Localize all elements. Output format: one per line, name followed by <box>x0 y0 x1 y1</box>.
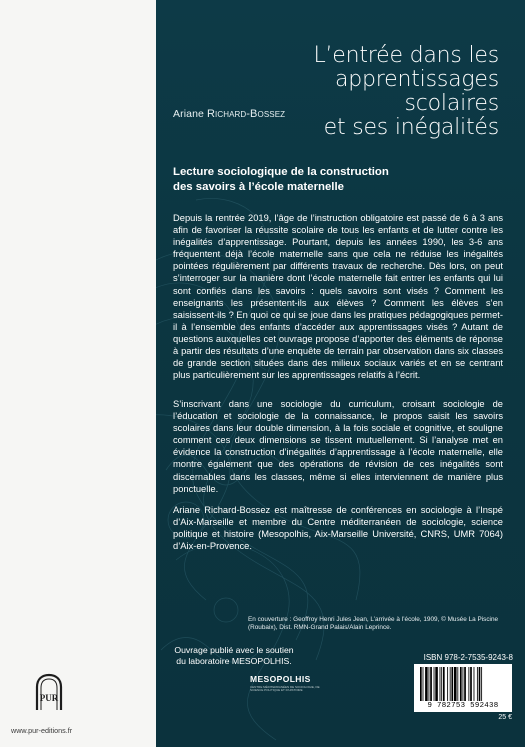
barcode-bars-icon <box>418 667 508 701</box>
cover-image-credit: En couverture : Geoffroy Henri Jules Jean, L’arrivée à l’école, 1909, © Musée La Piscine (Roubaix), Dist. RMN-Grand Palais/Alain Leprince. <box>248 616 499 632</box>
blurb-paragraph-1: Depuis la rentrée 2019, l’âge de l’instruction obligatoire est passé de 6 à 3 ans afin de favoriser la réussite scolaire de tous les enfants et de lutter contre les inégalités d’apprentissage. Pourtant, depuis les années 1990, les 3-6 ans fréquentent déjà l’école maternelle sans que cela ne réduise les inégalités pointées régulièrement par différents travaux de recherche. Dès lors, on peut s’interroger sur la manière dont l’école maternelle fait entrer les enfants qui lui sont confiés dans les savoirs : quels savoirs sont visés ? Comment les enseignants les présentent-ils aux élèves ? Comment les élèves s’en saisissent-ils ? En quoi ce qui se joue dans les pratiques pédagogiques permet-il à l’ensemble des enfants d’accéder aux apprentissages visés ? Autant de questions auxquelles cet ouvrage propose d’apporter des éléments de réponse à partir des résultats d’une enquête de terrain par observation dans six classes de grande section situées dans des milieux sociaux variés et en se centrant plus particulièrement sur les apprentissages relatifs à l’écrit. <box>173 213 503 381</box>
barcode-bar <box>454 667 457 701</box>
barcode-bar <box>479 667 481 701</box>
barcode-bar <box>430 667 432 701</box>
support-notice <box>158 645 310 667</box>
title-line: scolaires <box>404 91 499 116</box>
title-line: apprentissages <box>335 67 499 92</box>
mesopolhis-tagline: CENTRE MÉDITERRANÉEN DE SOCIOLOGIE, DE SCIENCE POLITIQUE ET D’HISTOIRE <box>250 685 320 693</box>
barcode-bar <box>463 667 464 701</box>
barcode-bar <box>440 667 441 701</box>
barcode-bar <box>460 667 462 701</box>
publisher-website: www.pur-editions.fr <box>11 726 73 735</box>
price: 25 € <box>498 714 512 721</box>
barcode-bar <box>447 667 448 701</box>
barcode-number: 9 782753 592438 <box>427 702 499 710</box>
author-first-name: Ariane <box>173 108 204 120</box>
author-bio-paragraph: Ariane Richard-Bossez est maîtresse de conférences en sociologie à l’Inspé d’Aix-Marseille et membre du Centre méditerranéen de sociologie, science politique et histoire (Mesopolhis, Aix-Marseille Université, CNRS, UMR 7064) d’Aix-en-Provence. <box>173 505 503 552</box>
barcode-bar <box>450 667 451 701</box>
support-line: Ouvrage publié avec le soutien <box>174 645 294 655</box>
mesopolhis-name: MESOPOLHIS <box>250 674 311 684</box>
pur-arch-logo-icon <box>34 673 64 711</box>
barcode-bar <box>441 667 442 701</box>
book-subtitle <box>173 165 503 194</box>
title-line: et ses inégalités <box>323 115 499 140</box>
barcode-bar <box>434 667 435 701</box>
barcode <box>414 664 512 712</box>
barcode-bar <box>425 667 428 701</box>
mesopolhis-logo <box>250 674 330 702</box>
barcode-bar <box>457 667 458 701</box>
pur-logo-text: PUR <box>39 693 59 703</box>
blurb-paragraph-2: S’inscrivant dans une sociologie du curriculum, croisant sociologie de l’éducation et sociologie de la connaissance, le propos saisit les savoirs scolaires dans leur double dimension, à la fois sociale et cognitive, et souligne comment ces deux dimensions se tissent mutuellement. Si l’analyse met en évidence la construction d’inégalités d’apprentissage à l’école maternelle, elle montre également que des opérations de révision de ces inégalités sont discernables dans les classes, même si elles interviennent de manière plus ponctuelle. <box>173 399 503 494</box>
barcode-bar <box>443 667 445 701</box>
support-line: du laboratoire MESOPOLHIS. <box>176 656 292 666</box>
barcode-bar <box>474 667 475 701</box>
barcode-bar <box>470 667 472 701</box>
barcode-bar <box>420 667 422 701</box>
barcode-bar <box>451 667 453 701</box>
barcode-bar <box>477 667 478 701</box>
isbn-number: ISBN 978-2-7535-9243-8 <box>423 653 513 662</box>
title-line: L’entrée dans les <box>313 43 499 68</box>
book-title <box>199 44 499 140</box>
subtitle-line: des savoirs à l’école maternelle <box>173 180 344 193</box>
subtitle-line: Lecture sociologique de la construction <box>173 166 389 178</box>
barcode-bar <box>468 667 469 701</box>
author-last-name: Richard-Bossez <box>206 108 286 120</box>
left-margin-strip <box>0 0 156 747</box>
barcode-bar <box>481 667 482 701</box>
barcode-bar <box>435 667 438 701</box>
barcode-bar <box>423 667 424 701</box>
barcode-bar <box>464 667 466 701</box>
barcode-bar <box>429 667 430 701</box>
